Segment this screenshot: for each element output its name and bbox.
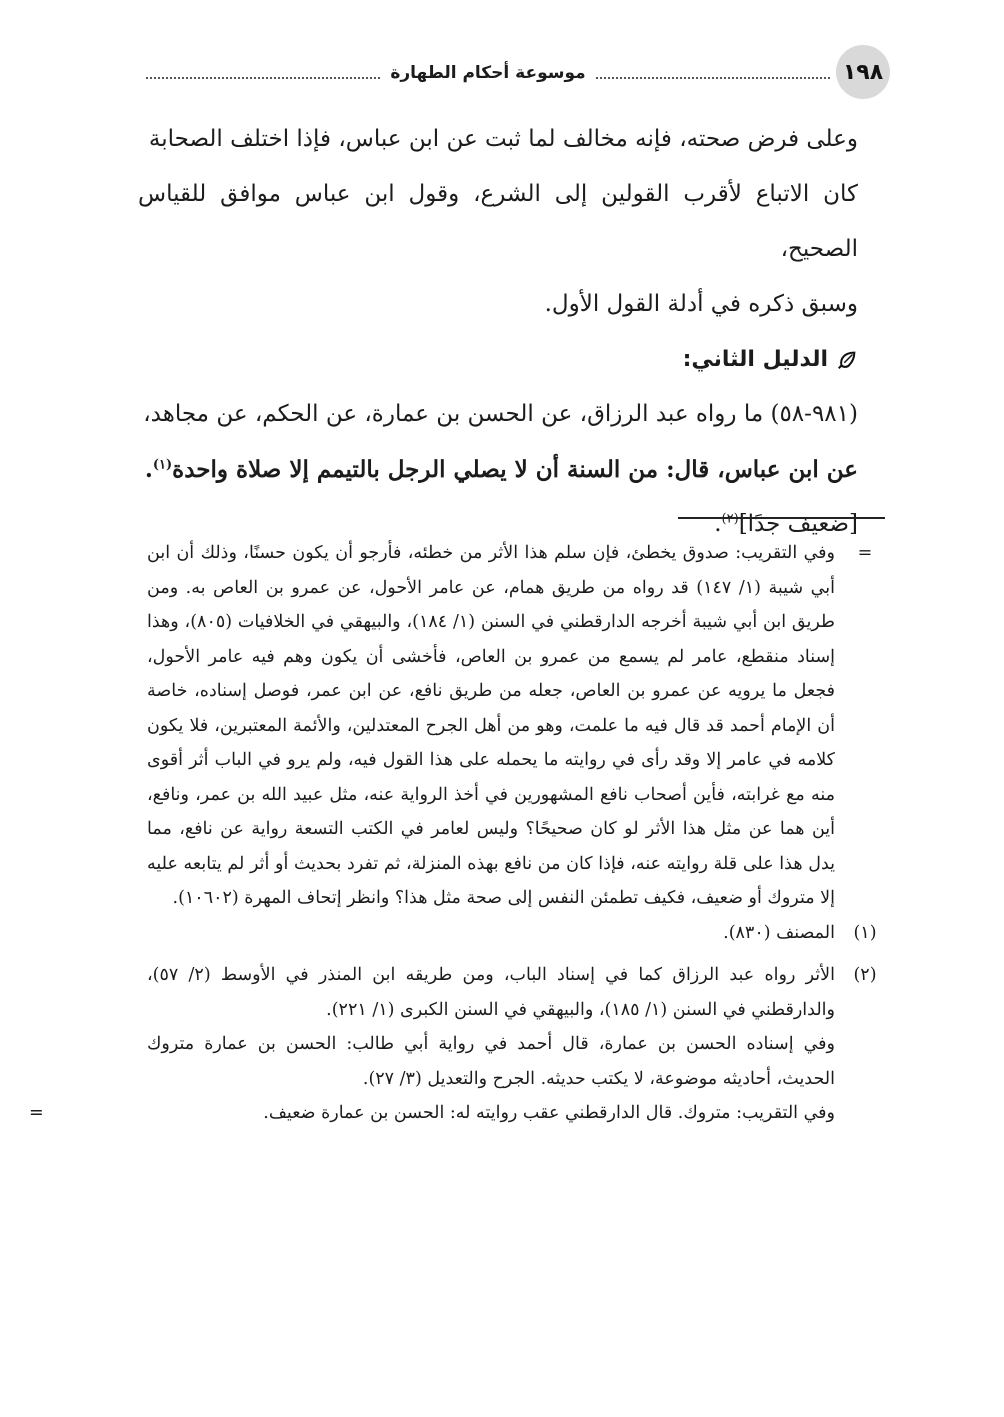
page-number: ١٩٨ [836,45,890,99]
narration-line: (٩٨١-٥٨) ما رواه عبد الرزاق، عن الحسن بن عمارة، عن الحكم، عن مجاهد، [143,401,858,427]
running-title [146,60,830,86]
grade-period: . [714,511,722,537]
book-title: موسوعة أحكام الطهارة [390,63,586,83]
paragraph-line: وعلى فرض صحته، فإنه مخالف لما ثبت عن ابن عباس، فإذا اختلف الصحابة [148,126,858,152]
footnotes [29,536,885,1131]
footnote-text: الأثر رواه عبد الرزاق كما في إسناد الباب، ومن طريقه ابن المنذر في الأوسط (٢/ ٥٧)، والدارقطني في السنن (١/ ١٨٥)، والبيهقي في السنن الكبرى (١/ ٢٢١). [147,965,835,1020]
footnote-1 [147,916,885,951]
grade-text: [ضعيف جدًا] [738,511,858,537]
paragraph-line: كان الاتباع لأقرب القولين إلى الشرع، وقول ابن عباس موافق للقياس الصحيح، [138,181,858,262]
main-text [138,112,858,552]
evidence-heading-text: الدليل الثاني: [682,347,828,372]
footnote-text-last [29,1096,835,1131]
footnote-text: وفي التقريب: صدوق يخطئ، فإن سلم هذا الأثر من خطئه، فأرجو أن يكون حسنًا، وذلك أن ابن أبي شيبة (١/ ١٤٧) قد رواه من طريق همام، عن عامر الأحول، عن عمرو بن العاص به. ومن طريق ابن أبي شيبة أخرجه الدارقطني في السنن (١/ ١٨٤)، والبيهقي في الخلافيات (٨٠٥)، وهذا إسناد منقطع، عامر لم يسمع من عمرو بن العاص، فأخشى أن يكون وهم فيه عامر الأحول، فجعل ما يرويه عن عمرو بن العاص، جعله من طريق نافع، عن ابن عمر، فوصل إسناده، خاصة أن الإمام أحمد قد قال فيه ما علمت، وهو من أهل الجرح المعتدلين، والأئمة المعتبرين، فلا يكون كلامه في عامر إلا وقد رأى في روايته ما يحمله على هذا القول فيه، ولم يرو في الباب أثر أقوى منه مع غرابته، فأين أصحاب نافع المشهورين في أخذ الرواية عنه، مثل عبيد الله بن عمر، ونافع، أين هما عن مثل هذا الأثر لو كان صحيحًا؟ وليس لعامر في الكتب التسعة رواية عن نافع، مما يدل هذا على قلة روايته عنه، فإذا كان من نافع بهذه المنزلة، ثم تفرد بحديث أو أثر لم يتابعه عليه إلا متروك أو ضعيف، فكيف تطمئن النفس إلى صحة مثل هذا؟ وانظر إتحاف المهرة (١٠٦٠٢). [147,543,835,908]
footnote-separator [678,517,885,519]
footnote-continued [147,536,885,916]
footnote-ref-1: (١) [152,457,173,473]
footnote-marker: (٢) [853,965,877,985]
dotted-leader-left [146,77,380,79]
footnote-ref-2: (٢) [721,511,739,527]
footnote-text: المصنف (٨٣٠). [723,922,835,943]
narration-period: . [144,456,153,483]
footnote-text-fragment: وفي التقريب: متروك. قال الدارقطني عقب روايته له: الحسن بن عمارة ضعيف. [263,1103,835,1123]
footnote-text: وفي إسناده الحسن بن عمارة، قال أحمد في رواية أبي طالب: الحسن بن عمارة متروك الحديث، أحاديثه موضوعة، لا يكتب حديثه. الجرح والتعديل (٣/ ٢٧). [147,1034,835,1089]
footnote-2 [29,958,885,1131]
paragraph-line: وسبق ذكره في أدلة القول الأول. [544,291,858,317]
narration-text: عن ابن عباس، قال: من السنة أن لا يصلي الرجل بالتيمم إلا صلاة واحدة [172,456,858,483]
evidence-heading [138,332,858,387]
continued-marker: = [857,543,873,563]
narration-line [138,442,858,497]
spacer [147,950,885,958]
footnote-marker: (١) [853,922,877,943]
leaf-ornament-icon [836,349,858,371]
dotted-leader-right [596,77,830,79]
continues-marker: = [29,1103,44,1123]
